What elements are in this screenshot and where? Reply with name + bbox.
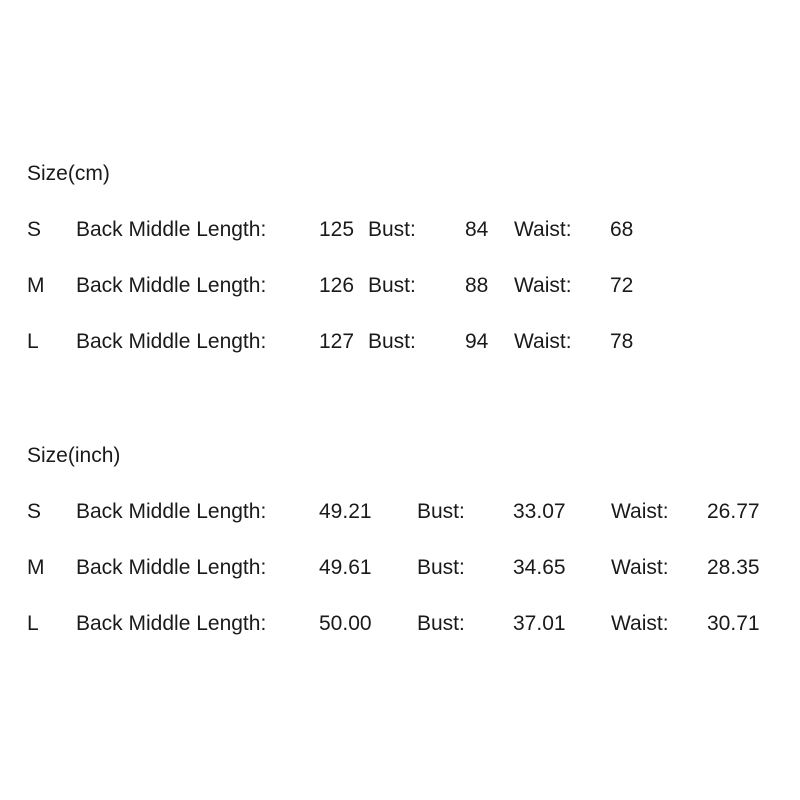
waist-value: 30.71 [707, 612, 760, 635]
bust-label: Bust: [368, 274, 416, 297]
back-middle-length-label: Back Middle Length: [76, 330, 267, 353]
back-middle-length-label: Back Middle Length: [76, 500, 267, 523]
bust-value: 37.01 [513, 612, 566, 635]
bust-label: Bust: [417, 556, 465, 579]
waist-label: Waist: [514, 330, 572, 353]
back-middle-length-label: Back Middle Length: [76, 274, 267, 297]
bust-label: Bust: [368, 218, 416, 241]
size-label: S [27, 500, 42, 523]
back-middle-length-label: Back Middle Length: [76, 556, 267, 579]
waist-label: Waist: [514, 274, 572, 297]
bust-value: 34.65 [513, 556, 566, 579]
waist-label: Waist: [514, 218, 572, 241]
waist-value: 26.77 [707, 500, 760, 523]
size-label: L [27, 330, 39, 353]
back-middle-length-value: 49.61 [319, 556, 372, 579]
bust-label: Bust: [368, 330, 416, 353]
back-middle-length-value: 49.21 [319, 500, 372, 523]
bust-value: 88 [465, 274, 489, 297]
bust-value: 84 [465, 218, 489, 241]
back-middle-length-label: Back Middle Length: [76, 218, 267, 241]
bust-value: 94 [465, 330, 489, 353]
waist-value: 28.35 [707, 556, 760, 579]
size-label: L [27, 612, 39, 635]
back-middle-length-label: Back Middle Length: [76, 612, 267, 635]
size-label: S [27, 218, 42, 241]
waist-value: 72 [610, 274, 634, 297]
back-middle-length-value: 125 [319, 218, 355, 241]
size-label: M [27, 274, 45, 297]
back-middle-length-value: 127 [319, 330, 355, 353]
section-title: Size(inch) [27, 444, 121, 467]
back-middle-length-value: 126 [319, 274, 355, 297]
waist-label: Waist: [611, 500, 669, 523]
size-label: M [27, 556, 45, 579]
waist-label: Waist: [611, 556, 669, 579]
bust-value: 33.07 [513, 500, 566, 523]
bust-label: Bust: [417, 500, 465, 523]
bust-label: Bust: [417, 612, 465, 635]
waist-value: 68 [610, 218, 634, 241]
back-middle-length-value: 50.00 [319, 612, 372, 635]
waist-label: Waist: [611, 612, 669, 635]
section-title: Size(cm) [27, 162, 110, 185]
waist-value: 78 [610, 330, 634, 353]
